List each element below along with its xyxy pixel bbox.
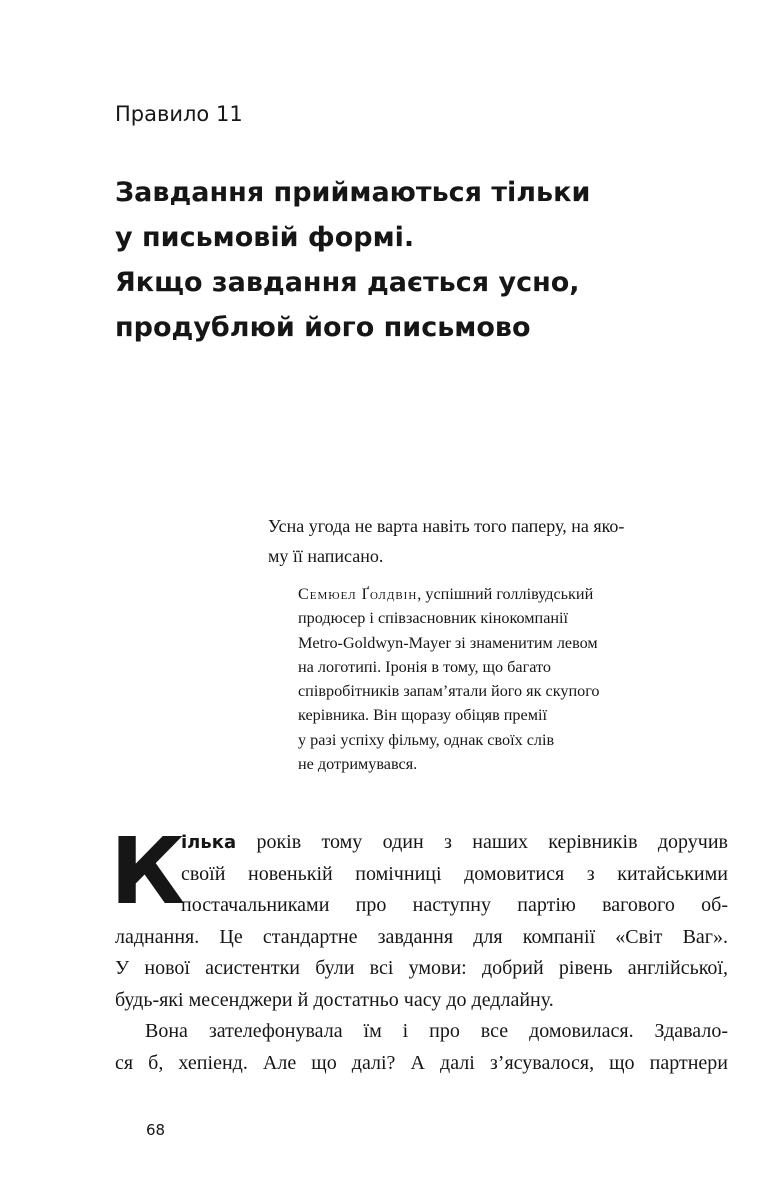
body-line: ся б, хепіенд. Але що далі? А далі з’ясувалося, що партнери — [115, 1051, 728, 1074]
epigraph-attribution — [298, 582, 728, 776]
attribution-line: співробітників запам’ятали його як скупого — [298, 682, 600, 701]
body-text — [115, 827, 728, 1079]
body-line: своїй новенькій помічниці домовитися з китайськими — [181, 862, 728, 885]
attribution-line: керівника. Він щоразу обіцяв премії — [298, 706, 547, 725]
body-line: будь-які месенджери й достатньо часу до дедлайну. — [115, 988, 554, 1011]
attribution-text: , успішний голлівудський — [417, 585, 594, 603]
attribution-line — [298, 582, 728, 606]
body-line: У нової асистентки були всі умови: добрий рівень англійської, — [115, 957, 728, 979]
chapter-title-line: продублюй його письмово — [115, 312, 531, 343]
author-name: Семюел Ґолдвін — [298, 585, 418, 603]
epigraph-quote — [268, 511, 728, 571]
epigraph-line: му її написано. — [268, 546, 384, 566]
lead-in-word: ілька — [181, 832, 237, 853]
body-line: ладнання. Це стандартне завдання для компанії «Світ Ваг». — [115, 925, 728, 948]
drop-cap: К — [110, 818, 186, 925]
chapter-title-line: Якщо завдання дається усно, — [115, 267, 580, 298]
body-line — [115, 827, 728, 859]
epigraph-line: Усна угода не варта навіть того паперу, на яко- — [268, 516, 625, 536]
attribution-line: Metro-Goldwyn-Mayer зі знаменитим левом — [298, 633, 598, 652]
body-line: постачальниками про наступну партію вагового об- — [181, 894, 728, 916]
rule-label: Правило 11 — [115, 102, 243, 126]
chapter-title-line: Завдання приймаються тільки — [115, 177, 591, 208]
body-line: Вона зателефонувала їм і про все домовилася. Здавало- — [145, 1020, 728, 1042]
chapter-title-line: у письмовій формі. — [115, 222, 415, 253]
attribution-line: у разі успіху фільму, однак своїх слів — [298, 730, 555, 749]
chapter-title — [115, 170, 735, 350]
attribution-line: не дотримувався. — [298, 755, 418, 774]
attribution-line: продюсер і співзасновник кінокомпанії — [298, 609, 569, 628]
body-line-text: років тому один з наших керівників доручив — [236, 831, 728, 853]
attribution-line: на логотипі. Іронія в тому, що багато — [298, 657, 551, 676]
page-number: 68 — [146, 1121, 166, 1139]
